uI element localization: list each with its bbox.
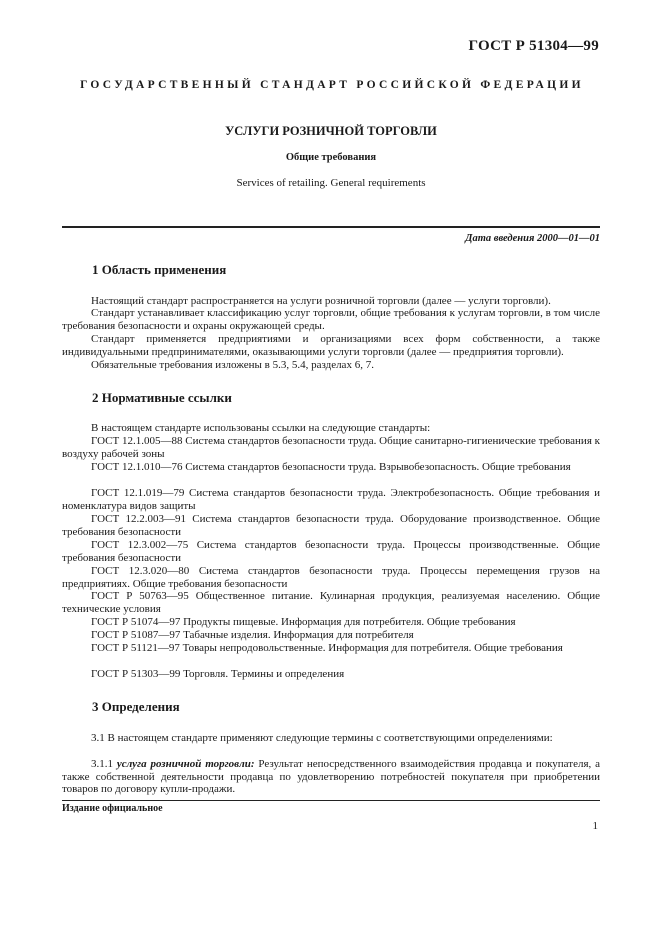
reference-item: ГОСТ 12.3.020—80 Система стандартов безопасности труда. Процессы перемещения грузов на предприятиях. Общие требования безопасности (62, 565, 600, 590)
document-title: УСЛУГИ РОЗНИЧНОЙ ТОРГОВЛИ (225, 124, 437, 138)
footer-divider (62, 800, 600, 801)
reference-item: ГОСТ 12.1.019—79 Система стандартов безопасности труда. Электробезопасность. Общие требования и номенклатура видов защиты (62, 487, 600, 512)
introduction-date: Дата введения 2000—01—01 (465, 233, 600, 244)
definition-text: Результат непосредственного взаимодействия продавца и покупателя, а также собственной деятельности продавца по удовлетворению потребностей покупателя при приобретении товаров по договору купли-продажи. (62, 758, 601, 795)
state-standard-banner: ГОСУДАРСТВЕННЫЙ СТАНДАРТ РОССИЙСКОЙ ФЕДЕРАЦИИ (80, 79, 584, 91)
section-2-heading: 2 Нормативные ссылки (92, 390, 232, 405)
reference-item: ГОСТ Р 51074—97 Продукты пищевые. Информация для потребителя. Общие требования (91, 616, 516, 628)
section-1-heading: 1 Область применения (92, 262, 227, 277)
section-1-paragraph: Обязательные требования изложены в 5.3, 5.4, разделах 6, 7. (91, 359, 374, 371)
reference-item: ГОСТ 12.3.002—75 Система стандартов безопасности труда. Процессы производственные. Общие требования безопасности (62, 539, 600, 564)
page-number: 1 (592, 820, 598, 832)
definition-paragraph (62, 758, 600, 796)
document-title-english: Services of retailing. General requirements (236, 177, 426, 189)
reference-item: ГОСТ 12.1.010—76 Система стандартов безопасности труда. Взрывобезопасность. Общие требования (91, 461, 571, 473)
reference-item: ГОСТ Р 51303—99 Торговля. Термины и определения (91, 668, 345, 680)
section-2-intro: В настоящем стандарте использованы ссылки на следующие стандарты: (91, 422, 431, 434)
document-subtitle: Общие требования (285, 152, 377, 163)
section-3-paragraph: 3.1 В настоящем стандарте применяют следующие термины с соответствующими определениями: (91, 732, 553, 744)
definition-number: 3.1.1 (91, 758, 117, 770)
section-3-heading: 3 Определения (92, 699, 180, 714)
header-divider (62, 226, 600, 228)
reference-item: ГОСТ Р 50763—95 Общественное питание. Кулинарная продукция, реализуемая населению. Общие технические условия (62, 590, 600, 615)
section-1-paragraph: Настоящий стандарт распространяется на услуги розничной торговли (далее — услуги торговли). (91, 295, 551, 307)
reference-item: ГОСТ 12.2.003—91 Система стандартов безопасности труда. Оборудование производственное. Общие требования безопасности (62, 513, 600, 538)
reference-item: ГОСТ Р 51087—97 Табачные изделия. Информация для потребителя (91, 629, 414, 641)
reference-item: ГОСТ Р 51121—97 Товары непродовольственные. Информация для потребителя. Общие требования (91, 642, 563, 654)
definition-term: услуга розничной торговли: (116, 758, 255, 770)
reference-item: ГОСТ 12.1.005—88 Система стандартов безопасности труда. Общие санитарно-гигиенические требования к воздуху рабочей зоны (62, 435, 600, 460)
section-1-paragraph: Стандарт устанавливает классификацию услуг торговли, общие требования к услугам торговли, в том числе требования безопасности и охраны окружающей среды. (62, 307, 600, 332)
section-1-paragraph: Стандарт применяется предприятиями и организациями всех форм собственности, а также индивидуальными предпринимателями, оказывающими услуги торговли (далее — предприятия торговли). (62, 333, 600, 358)
official-edition-label: Издание официальное (62, 803, 163, 814)
standard-code: ГОСТ Р 51304—99 (468, 38, 599, 54)
